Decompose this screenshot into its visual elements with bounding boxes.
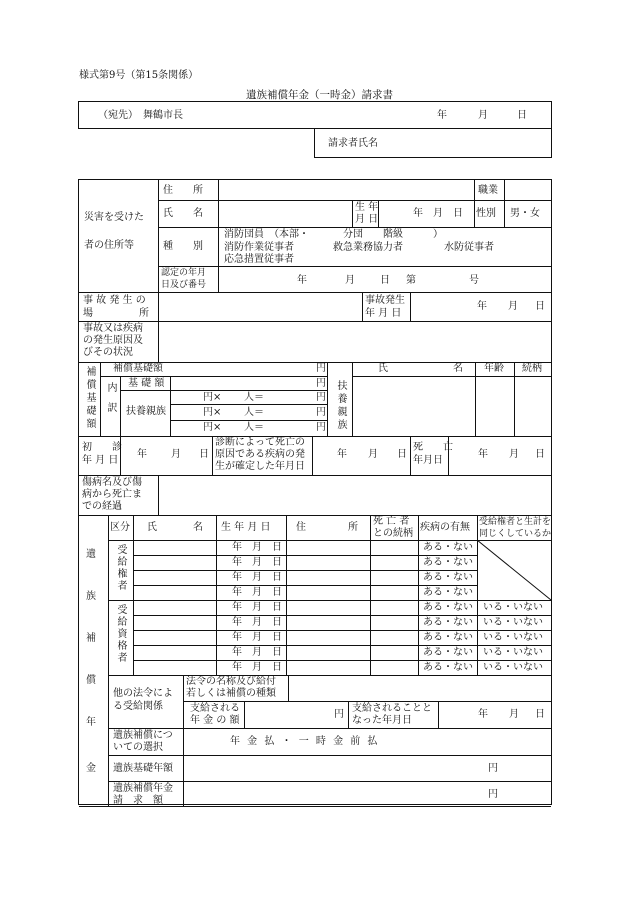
paid-date-label-1: 支給されることと bbox=[352, 703, 432, 714]
birth-ymd: 年 月 日 bbox=[413, 208, 463, 219]
cert-year: 年 bbox=[297, 275, 307, 286]
survivor-birth-3: 年 月 日 bbox=[232, 572, 282, 583]
date-day-label: 日 bbox=[517, 110, 527, 121]
header-name-a: 氏 bbox=[147, 522, 157, 533]
survivor-birth-8: 年 月 日 bbox=[232, 647, 282, 658]
calc-b-2: 人＝ bbox=[244, 407, 264, 418]
survivors-label-5: 年 bbox=[86, 717, 96, 728]
survivor-birth-2: 年 月 日 bbox=[232, 557, 282, 568]
calc-c-2: 円 bbox=[316, 407, 326, 418]
survivor-illness-9[interactable]: ある・ない bbox=[423, 662, 473, 673]
survivors-label-6: 金 bbox=[86, 763, 96, 774]
birth-label-2: 月 日 bbox=[355, 214, 379, 225]
type-label: 種 別 bbox=[163, 241, 203, 252]
dc-day: 日 bbox=[397, 449, 407, 460]
accident-day: 日 bbox=[535, 301, 545, 312]
death-year: 年 bbox=[478, 449, 488, 460]
cert-day: 日 bbox=[380, 275, 390, 286]
address-field[interactable] bbox=[220, 181, 472, 199]
address-label: 住 所 bbox=[163, 185, 203, 196]
survivor-living-5[interactable]: いる・いない bbox=[483, 602, 543, 613]
cause-field[interactable] bbox=[160, 323, 549, 361]
form-title: 遺族補償年金（一時金）請求書 bbox=[246, 89, 393, 101]
dependents-label: 扶養親族 bbox=[126, 406, 166, 417]
sex-label: 性別 bbox=[476, 208, 496, 219]
calc-a-3: 円× bbox=[203, 422, 222, 433]
death-month: 月 bbox=[509, 449, 519, 460]
header-living-2: 同じくしているか bbox=[479, 529, 552, 539]
claimant-name-field[interactable] bbox=[390, 133, 545, 153]
accident-year: 年 bbox=[477, 301, 487, 312]
history-label-2: 病から死亡ま bbox=[82, 489, 142, 500]
paid-date-label-2: なった年月日 bbox=[352, 715, 412, 726]
diagonal-strike bbox=[477, 540, 551, 600]
cause-label-1: 事故又は疾病 bbox=[83, 323, 143, 334]
base-annual-yen: 円 bbox=[488, 763, 498, 774]
survivor-birth-7: 年 月 日 bbox=[232, 632, 282, 643]
cause-label-3: びその状況 bbox=[83, 347, 133, 358]
survivor-illness-2[interactable]: ある・ない bbox=[423, 557, 473, 568]
occupation-field[interactable] bbox=[506, 181, 550, 199]
survivors-label-1: 遺 bbox=[86, 549, 96, 560]
paid-amount-yen: 円 bbox=[334, 709, 344, 720]
dep-age-header: 年齢 bbox=[484, 363, 504, 374]
victim-label-1: 災害を受けた bbox=[84, 212, 144, 223]
survivor-illness-5[interactable]: ある・ない bbox=[423, 602, 473, 613]
cert-go: 号 bbox=[469, 275, 479, 286]
header-relation-1: 死 亡 者 bbox=[373, 516, 410, 527]
type-line2c: 水防従事者 bbox=[444, 242, 494, 253]
dep-rel-header: 続柄 bbox=[522, 363, 542, 374]
date-year-label: 年 bbox=[437, 110, 447, 121]
type-line1a: 消防団員 （本部・ bbox=[224, 229, 309, 240]
calc-b-3: 人＝ bbox=[244, 422, 264, 433]
cert-no: 第 bbox=[406, 275, 416, 286]
header-kubun: 区分 bbox=[110, 522, 130, 533]
survivor-illness-3[interactable]: ある・ない bbox=[423, 572, 473, 583]
paid-month: 月 bbox=[509, 709, 519, 720]
survivor-living-8[interactable]: いる・いない bbox=[483, 647, 543, 658]
survivor-illness-6[interactable]: ある・ない bbox=[423, 617, 473, 628]
survivor-illness-8[interactable]: ある・ない bbox=[423, 647, 473, 658]
naiyaku-label: 内訳 bbox=[105, 382, 116, 422]
choice-value[interactable]: 年 金 払 ・ 一 時 金 前 払 bbox=[230, 736, 380, 747]
history-field[interactable] bbox=[160, 477, 549, 514]
paid-day: 日 bbox=[535, 709, 545, 720]
history-label-3: での経過 bbox=[82, 501, 122, 512]
other-law-label-2: る受給関係 bbox=[113, 701, 163, 712]
first-month: 月 bbox=[171, 449, 181, 460]
death-label-2: 年月日 bbox=[413, 455, 443, 466]
claim-label-1: 遺族補償年金 bbox=[113, 783, 173, 794]
type-line2a: 消防作業従事者 bbox=[224, 242, 294, 253]
paid-amount-label-1: 支給される bbox=[190, 703, 240, 714]
accident-date-label-1: 事故発生 bbox=[365, 295, 405, 306]
header-address-a: 住 bbox=[296, 522, 306, 533]
death-cause-label-3: 生が確定した年月日 bbox=[215, 461, 305, 472]
dc-month: 月 bbox=[368, 449, 378, 460]
survivors-label-2: 族 bbox=[86, 591, 96, 602]
group-eligible-label: 受給資格者 bbox=[115, 604, 126, 664]
header-illness: 疾病の有無 bbox=[420, 522, 470, 533]
other-law-label-1: 他の法令によ bbox=[113, 688, 173, 699]
accident-date-label-2: 年 月 日 bbox=[365, 308, 402, 319]
cause-label-2: の発生原因及 bbox=[83, 335, 143, 346]
survivor-illness-7[interactable]: ある・ない bbox=[423, 632, 473, 643]
accident-place-label-1: 事 故 発 生 の bbox=[83, 295, 146, 306]
header-birth: 生 年 月 日 bbox=[221, 522, 271, 533]
claimant-name-label: 請求者氏名 bbox=[328, 138, 378, 149]
cert-month: 月 bbox=[345, 275, 355, 286]
header-address-b: 所 bbox=[348, 522, 358, 533]
death-cause-label-2: 原因である疾病の発 bbox=[215, 449, 305, 460]
birth-label-1: 生 年 bbox=[355, 202, 379, 213]
recipient: （宛先） 舞鶴市長 bbox=[98, 110, 183, 121]
survivor-living-9[interactable]: いる・いない bbox=[483, 662, 543, 673]
victim-name-field[interactable] bbox=[220, 202, 350, 226]
group-recipients-label: 受給権者 bbox=[115, 544, 126, 592]
death-label-1: 死 亡 bbox=[413, 442, 453, 453]
accident-place-label-2: 場 所 bbox=[83, 308, 153, 319]
cert-label-1: 認定の年月 bbox=[161, 268, 207, 278]
victim-label-2: 者の住所等 bbox=[84, 240, 134, 251]
survivor-illness-4[interactable]: ある・ない bbox=[423, 587, 473, 598]
base-label: 補償基礎額 bbox=[113, 363, 163, 374]
survivor-living-7[interactable]: いる・いない bbox=[483, 632, 543, 643]
type-line3: 応急措置従事者 bbox=[224, 254, 294, 265]
survivors-label-4: 償 bbox=[86, 675, 96, 686]
dep-name-header-b: 名 bbox=[453, 363, 463, 374]
first-day: 日 bbox=[199, 449, 209, 460]
survivor-illness-1[interactable]: ある・ない bbox=[423, 542, 473, 553]
calc-c-1: 円 bbox=[316, 392, 326, 403]
base-yen: 円 bbox=[316, 363, 326, 374]
first-year: 年 bbox=[137, 449, 147, 460]
calc-c-3: 円 bbox=[316, 422, 326, 433]
calc-a-2: 円× bbox=[203, 407, 222, 418]
law-name-label-2: 若しくは補償の種類 bbox=[186, 688, 276, 699]
first-visit-label-1: 初 診 bbox=[82, 442, 122, 453]
header-name-b: 名 bbox=[193, 522, 203, 533]
survivor-birth-5: 年 月 日 bbox=[232, 602, 282, 613]
cert-label-2: 日及び番号 bbox=[161, 280, 207, 290]
first-visit-label-2: 年 月 日 bbox=[82, 455, 119, 466]
compensation-section-label: 補償基礎額 bbox=[84, 366, 95, 431]
claim-yen: 円 bbox=[488, 789, 498, 800]
name-label: 氏 名 bbox=[163, 208, 203, 219]
form-number: 様式第9号（第15条関係） bbox=[79, 70, 199, 81]
kiso-label: 基 礎 額 bbox=[128, 378, 165, 389]
dc-year: 年 bbox=[337, 449, 347, 460]
paid-year: 年 bbox=[478, 709, 488, 720]
survivors-label-3: 補 bbox=[86, 633, 96, 644]
header-relation-2: との続柄 bbox=[373, 528, 413, 539]
type-line2b: 救急業務協力者 bbox=[333, 242, 403, 253]
choice-label-2: いての選択 bbox=[113, 742, 163, 753]
law-name-field[interactable] bbox=[290, 677, 549, 700]
kiso-yen: 円 bbox=[316, 378, 326, 389]
date-month-label: 月 bbox=[478, 110, 488, 121]
survivor-birth-6: 年 月 日 bbox=[232, 617, 282, 628]
survivor-birth-9: 年 月 日 bbox=[232, 662, 282, 673]
survivor-birth-1: 年 月 日 bbox=[232, 542, 282, 553]
accident-month: 月 bbox=[508, 301, 518, 312]
law-name-label-1: 法令の名称及び給付 bbox=[186, 676, 276, 687]
choice-label-1: 遺族補償につ bbox=[113, 730, 173, 741]
type-line1b: 分団 階級 ） bbox=[343, 229, 443, 240]
survivor-living-6[interactable]: いる・いない bbox=[483, 617, 543, 628]
base-annual-label: 遺族基礎年額 bbox=[113, 763, 173, 774]
dep-name-header-a: 氏 bbox=[378, 363, 388, 374]
occupation-label: 職業 bbox=[478, 185, 498, 196]
calc-b-1: 人＝ bbox=[244, 392, 264, 403]
claim-label-2: 請 求 額 bbox=[113, 795, 163, 806]
survivor-birth-4: 年 月 日 bbox=[232, 587, 282, 598]
accident-place-field[interactable] bbox=[160, 294, 360, 320]
calc-a-1: 円× bbox=[203, 392, 222, 403]
death-day: 日 bbox=[535, 449, 545, 460]
death-cause-label-1: 診断によって死亡の bbox=[215, 437, 305, 448]
header-living-1: 受給権者と生計を bbox=[479, 517, 552, 527]
paid-amount-label-2: 年 金 の 額 bbox=[190, 715, 240, 726]
history-label-1: 傷病名及び傷 bbox=[82, 477, 142, 488]
sex-value[interactable]: 男・女 bbox=[510, 208, 540, 219]
dependents-vertical-label: 扶養親族 bbox=[335, 380, 346, 432]
